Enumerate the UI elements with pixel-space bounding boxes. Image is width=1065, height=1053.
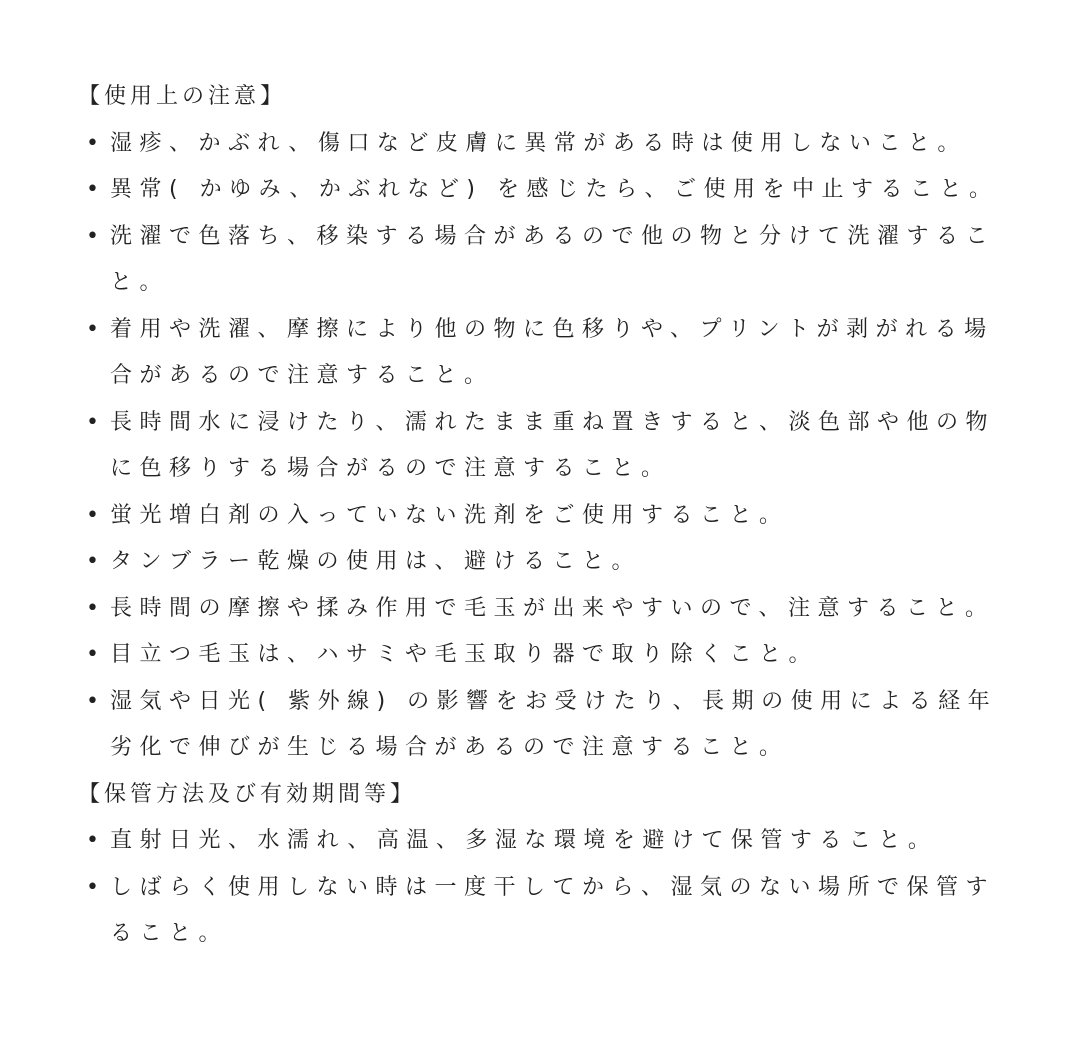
list-item-text: 直射日光、水濡れ、高温、多湿な環境を避けて保管すること。 (110, 828, 938, 853)
bullet-icon: • (86, 223, 99, 249)
bullet-icon: • (86, 130, 99, 156)
list-item-text: しばらく使用しない時は一度干してから、湿気のない場所で保管す (110, 874, 996, 900)
list-item-text: 長時間の摩擦や揉み作用で毛玉が出来やすいので、注意すること。 (110, 595, 995, 621)
list-item-text: 異常( かゆみ、かぶれなど) を感じたら、ご使用を中止すること。 (110, 177, 999, 202)
bullet-icon: • (86, 642, 99, 667)
list-item-text: 洗濯で色落ち、移染する場合があるので他の物と分けて洗濯するこ (110, 223, 996, 249)
list-item (78, 307, 1038, 400)
bullet-icon: • (86, 595, 99, 621)
bullet-icon: • (86, 177, 99, 202)
list-item (78, 400, 1038, 493)
list-item-text: 着用や洗濯、摩擦により他の物に色移りや、プリントが剥がれる場 (110, 316, 994, 342)
usage-cautions-section (78, 74, 1038, 772)
list-item (78, 167, 1038, 214)
bullet-icon: • (86, 688, 99, 714)
list-item (78, 632, 1038, 679)
list-item (78, 214, 1038, 307)
bullet-icon: • (86, 874, 99, 900)
list-item-text: 劣化で伸びが生じる場合があるので注意すること。 (110, 735, 789, 760)
list-item (78, 121, 1038, 168)
section-heading: 【保管方法及び有効期間等】 (78, 781, 417, 807)
bullet-icon: • (86, 549, 99, 574)
list-item-text: 長時間水に浸けたり、濡れたまま重ね置きすると、淡色部や他の物 (110, 409, 996, 435)
list-item (78, 818, 1038, 865)
list-item-text: 蛍光増白剤の入っていない洗剤をご使用すること。 (110, 502, 789, 528)
bullet-icon: • (86, 409, 99, 435)
list-item (78, 865, 1038, 958)
list-item-text: タンブラー乾燥の使用は、避けること。 (110, 549, 642, 574)
bullet-icon: • (86, 316, 99, 342)
bullet-icon: • (86, 828, 99, 853)
bullet-icon: • (86, 502, 99, 528)
list-item (78, 493, 1038, 540)
list-item-text: 湿疹、かぶれ、傷口など皮膚に異常がある時は使用しないこと。 (110, 130, 967, 156)
list-item-text: 合があるので注意すること。 (110, 363, 494, 388)
list-item-text: と。 (110, 270, 170, 295)
list-item (78, 539, 1038, 586)
list-item-text: ること。 (110, 921, 229, 946)
list-item (78, 586, 1038, 633)
list-item-text: に色移りする場合がるので注意すること。 (110, 456, 671, 481)
list-item (78, 679, 1038, 772)
storage-section (78, 772, 1038, 958)
list-item-text: 目立つ毛玉は、ハサミや毛玉取り器で取り除くこと。 (110, 642, 819, 667)
list-item-text: 湿気や日光( 紫外線) の影響をお受けたり、長期の使用による経年 (110, 688, 998, 714)
care-instructions-document (78, 74, 1038, 958)
section-heading: 【使用上の注意】 (78, 84, 287, 109)
